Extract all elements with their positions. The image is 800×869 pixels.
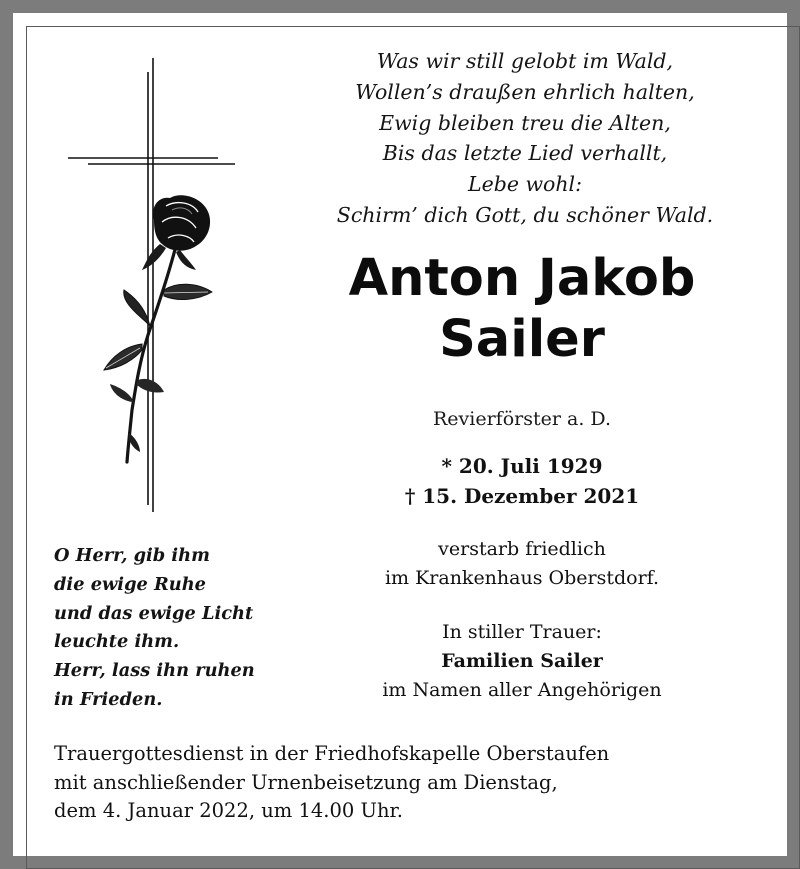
prayer-line: leuchte ihm. xyxy=(54,631,180,653)
service-line: Trauergottesdienst in der Friedhofskapelle Oberstaufen xyxy=(54,742,610,765)
prayer-line: in Frieden. xyxy=(54,688,163,710)
prayer xyxy=(54,542,255,715)
rose-icon xyxy=(104,195,212,462)
death-date: † 15. Dezember 2021 xyxy=(404,484,640,508)
death-notice xyxy=(300,535,744,593)
deceased-name-line2: Sailer xyxy=(439,310,605,369)
poem-line: Ewig bleiben treu die Alten, xyxy=(379,110,671,135)
funeral-service-info xyxy=(54,740,609,826)
poem-line: Was wir still gelobt im Wald, xyxy=(376,49,674,73)
deceased-title: Revierförster a. D. xyxy=(433,408,611,430)
poem-line: Schirm’ dich Gott, du schöner Wald. xyxy=(336,202,714,227)
mourners-intro: In stiller Trauer: xyxy=(442,621,602,643)
life-dates xyxy=(300,451,744,511)
birth-date: * 20. Juli 1929 xyxy=(441,454,603,478)
mourners xyxy=(300,618,744,705)
mourners-family: Familien Sailer xyxy=(441,650,603,672)
death-notice-line1: verstarb friedlich xyxy=(438,538,606,560)
death-notice-line2: im Krankenhaus Oberstdorf. xyxy=(384,566,660,589)
poem-line: Bis das letzte Lied verhallt, xyxy=(382,141,668,166)
prayer-line: und das ewige Licht xyxy=(54,602,254,624)
prayer-line: Herr, lass ihn ruhen xyxy=(54,660,255,682)
deceased-name xyxy=(300,248,744,370)
cross-with-rose-icon xyxy=(0,0,300,530)
prayer-line: die ewige Ruhe xyxy=(54,573,206,595)
cross-icon xyxy=(68,58,235,512)
poem-line: Lebe wohl: xyxy=(467,172,583,197)
prayer-line: O Herr, gib ihm xyxy=(54,545,210,566)
deceased-name-line1: Anton Jakob xyxy=(348,249,696,308)
poem-line: Wollen’s draußen ehrlich halten, xyxy=(355,79,695,104)
service-line: mit anschließender Urnenbeisetzung am Dienstag, xyxy=(54,770,558,794)
mourners-others: im Namen aller Angehörigen xyxy=(382,679,662,701)
service-line: dem 4. Januar 2022, um 14.00 Uhr. xyxy=(54,799,403,822)
poem xyxy=(300,46,750,231)
